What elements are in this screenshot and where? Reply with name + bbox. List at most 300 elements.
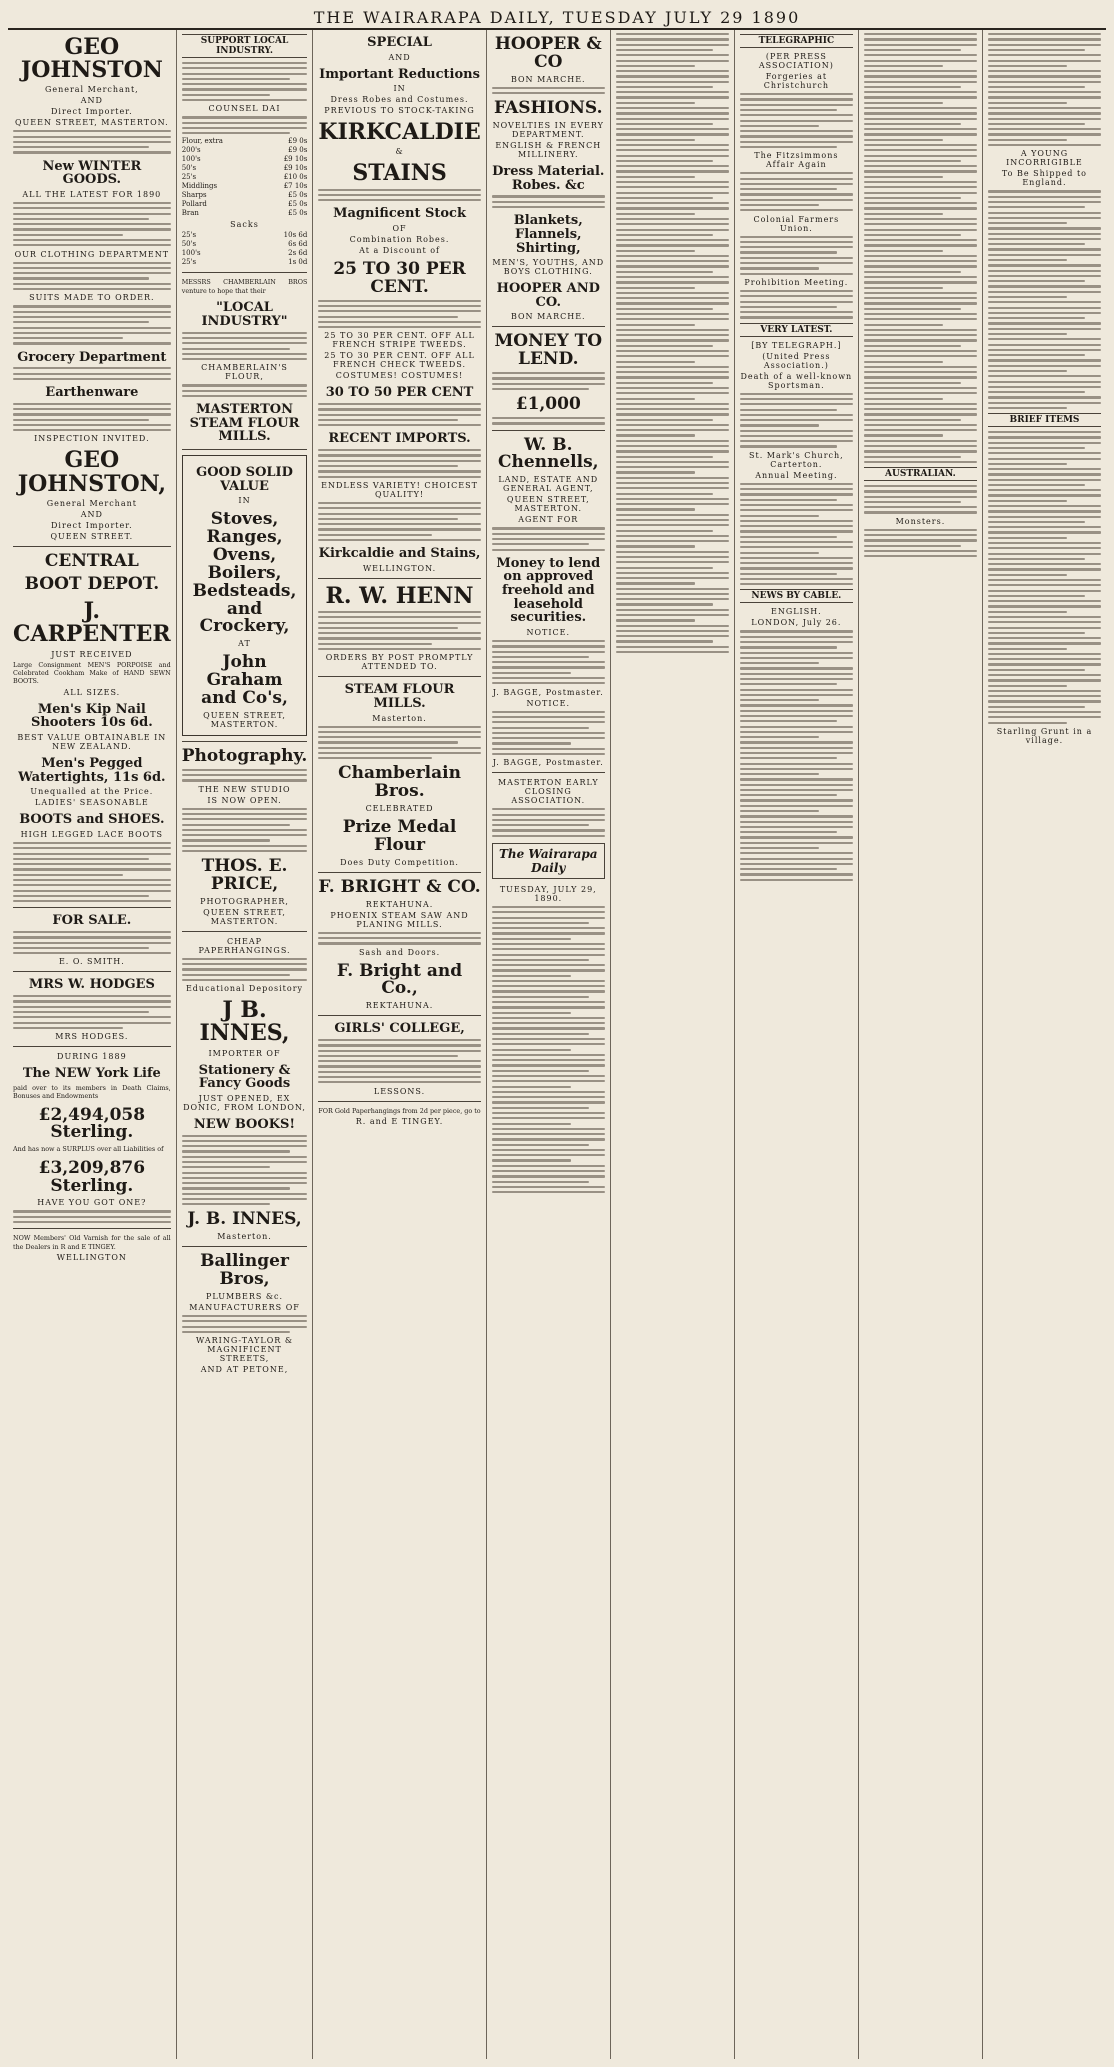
- divider: [492, 772, 605, 773]
- text-line: [740, 262, 853, 264]
- subheading: JUST RECEIVED: [51, 649, 133, 659]
- headline: HOOPER & CO: [494, 34, 602, 72]
- text-line: [864, 54, 977, 56]
- text-line: [13, 316, 171, 318]
- headline: Important Reductions: [319, 66, 480, 82]
- text-line: [616, 313, 729, 315]
- text-line: [13, 868, 171, 870]
- text-line: [616, 355, 729, 357]
- text-line: [616, 38, 729, 40]
- subheading: AND: [80, 96, 103, 106]
- text-line: [864, 102, 943, 104]
- price-value: £9 10s: [283, 164, 308, 173]
- text-line: [182, 779, 308, 781]
- text-line: [182, 1326, 308, 1328]
- subheading: 25 TO 30 PER CENT. OFF ALL FRENCH STRIPE TWEEDS.: [324, 331, 475, 350]
- headline: £2,494,058 Sterling.: [38, 1104, 146, 1143]
- text-line: [740, 726, 853, 728]
- text-line: [318, 747, 480, 749]
- text-line: [616, 387, 729, 389]
- text-line: [13, 277, 149, 279]
- headline: J B. INNES,: [199, 997, 290, 1047]
- subheading: ENGLISH & FRENCH MILLINERY.: [495, 141, 602, 160]
- text-line: [988, 344, 1101, 346]
- text-line: [864, 371, 977, 373]
- price-row: [182, 191, 308, 200]
- article-text: [740, 93, 853, 148]
- price-value: £7 10s: [283, 182, 308, 191]
- text-line: [740, 831, 837, 833]
- text-line: [13, 130, 171, 132]
- price-value: £10 0s: [283, 173, 308, 182]
- text-line: [740, 868, 837, 870]
- price-value: 2s 6d: [288, 249, 308, 258]
- text-line: [864, 260, 977, 262]
- headline: Magnificent Stock: [333, 206, 466, 222]
- subheading: HIGH LEGGED LACE BOOTS: [20, 829, 164, 839]
- text-line: [864, 234, 961, 236]
- text-line: [988, 264, 1101, 266]
- subheading: INSPECTION INVITED.: [34, 434, 150, 444]
- text-line: [864, 539, 977, 541]
- text-line: [988, 510, 1101, 512]
- text-line: [740, 104, 853, 106]
- text-line: [740, 541, 853, 543]
- text-line: [864, 329, 977, 331]
- text-line: [492, 651, 605, 653]
- price-item: Middlings: [181, 182, 218, 191]
- text-line: [988, 605, 1101, 607]
- text-line: [988, 473, 1101, 475]
- text-line: [318, 648, 480, 650]
- text-line: [182, 850, 308, 852]
- article-text: [492, 195, 605, 208]
- text-line: [13, 218, 149, 220]
- text-line: [13, 141, 171, 143]
- text-line: [864, 75, 977, 77]
- article-text: [740, 172, 853, 211]
- text-line: [318, 460, 480, 462]
- text-line: [182, 83, 308, 85]
- article-text: [13, 130, 171, 153]
- text-line: [740, 525, 853, 527]
- article-text: [318, 502, 480, 541]
- text-line: [492, 1128, 605, 1130]
- text-line: [492, 737, 605, 739]
- text-line: [740, 678, 853, 680]
- price-item: Flour, extra: [181, 137, 223, 146]
- text-line: [182, 1150, 290, 1152]
- divider: [13, 1228, 171, 1229]
- text-line: [318, 539, 480, 541]
- text-line: [988, 531, 1101, 533]
- text-line: [318, 611, 480, 613]
- price-row: [182, 164, 308, 173]
- article-text: [182, 808, 308, 852]
- text-line: [616, 651, 729, 653]
- text-line: [492, 1123, 571, 1125]
- text-line: [182, 73, 308, 75]
- text-line: [864, 181, 977, 183]
- headline: Stationery & Fancy Goods: [198, 1062, 291, 1092]
- text-line: [616, 86, 713, 88]
- text-line: [492, 748, 605, 750]
- text-line: [616, 593, 729, 595]
- text-line: [318, 502, 480, 504]
- subheading: IMPORTER OF: [208, 1048, 281, 1058]
- text-line: [864, 534, 977, 536]
- text-line: [864, 133, 977, 135]
- text-line: [740, 646, 837, 648]
- price-value: 1s 0d: [288, 258, 308, 267]
- text-line: [616, 445, 729, 447]
- headline: GEO JOHNSTON,: [17, 447, 166, 497]
- text-line: [616, 218, 729, 220]
- text-line: [616, 250, 695, 252]
- divider: [182, 449, 308, 450]
- text-line: [740, 209, 853, 211]
- text-line: [616, 361, 695, 363]
- subheading: QUEEN STREET, MASTERTON.: [203, 710, 286, 729]
- text-line: [616, 561, 729, 563]
- text-line: [864, 366, 977, 368]
- text-line: [318, 465, 458, 467]
- text-line: [616, 176, 695, 178]
- text-line: [988, 621, 1101, 623]
- subheading: AND AT PETONE,: [200, 1365, 289, 1375]
- text-line: [864, 308, 961, 310]
- text-line: [182, 1331, 290, 1333]
- subheading: THE NEW STUDIO: [198, 784, 291, 794]
- text-line: [988, 275, 1101, 277]
- text-line: [988, 447, 1085, 449]
- text-line: [182, 808, 308, 810]
- text-line: [13, 942, 171, 944]
- text-line: [616, 609, 729, 611]
- text-line: [616, 133, 729, 135]
- text-line: [182, 62, 308, 64]
- subheading: CELEBRATED: [365, 804, 434, 814]
- article-text: [616, 33, 729, 653]
- text-line: [318, 726, 480, 728]
- text-line: [864, 160, 961, 162]
- subheading: PHOTOGRAPHER,: [200, 896, 289, 906]
- text-line: [13, 847, 171, 849]
- text-line: [492, 1064, 605, 1066]
- headline: Photography.: [181, 745, 308, 766]
- text-line: [182, 1161, 308, 1163]
- text-line: [616, 434, 695, 436]
- subheading: Monsters.: [895, 516, 946, 526]
- text-line: [616, 223, 729, 225]
- text-line: [988, 118, 1101, 120]
- price-value: £9 10s: [283, 155, 308, 164]
- text-line: [988, 44, 1101, 46]
- text-line: [988, 479, 1101, 481]
- text-line: [492, 829, 605, 831]
- article-text: [182, 384, 308, 397]
- text-line: [318, 643, 432, 645]
- price-item: Sharps: [181, 191, 207, 200]
- column-8: [983, 30, 1106, 2059]
- text-line: [988, 706, 1085, 708]
- text-line: [318, 534, 432, 536]
- text-line: [740, 241, 853, 243]
- text-line: [182, 348, 290, 350]
- text-line: [492, 819, 605, 821]
- text-line: [13, 429, 171, 431]
- text-line: [492, 922, 589, 924]
- text-line: [864, 485, 977, 487]
- text-line: [864, 350, 977, 352]
- subheading: LESSONS.: [373, 1086, 426, 1096]
- text-line: [616, 466, 729, 468]
- headline: Money to lend on approved freehold and leasehold securities.: [496, 555, 601, 626]
- text-line: [740, 414, 853, 416]
- text-line: [182, 1203, 270, 1205]
- text-line: [988, 642, 1101, 644]
- text-line: [740, 836, 853, 838]
- text-line: [616, 139, 695, 141]
- text-line: [740, 125, 819, 127]
- price-item: 100's: [181, 155, 201, 164]
- text-line: [740, 810, 819, 812]
- text-line: [864, 403, 977, 405]
- text-line: [988, 526, 1101, 528]
- text-line: [616, 477, 729, 479]
- subheading: AGENT FOR: [518, 515, 579, 525]
- price-item: 25's: [181, 258, 197, 267]
- headline: 25 TO 30 PER CENT.: [333, 258, 466, 297]
- text-line: [740, 530, 853, 532]
- text-line: [13, 321, 149, 323]
- subheading: LADIES' SEASONABLE: [35, 798, 149, 808]
- text-line: [492, 1170, 605, 1172]
- section-heading: BRIEF ITEMS: [988, 413, 1101, 427]
- article-text: [182, 1135, 308, 1206]
- divider: [492, 326, 605, 327]
- headline: The NEW York Life: [22, 1066, 161, 1082]
- text-line: [492, 1112, 605, 1114]
- text-line: [492, 1080, 605, 1082]
- text-line: [182, 1315, 308, 1317]
- text-line: [616, 371, 729, 373]
- headline: John Graham and Co's,: [201, 652, 288, 708]
- text-line: [318, 1039, 480, 1041]
- text-line: [492, 1033, 589, 1035]
- text-line: [616, 229, 729, 231]
- text-line: [616, 308, 713, 310]
- body-text: paid over to its members in Death Claims, Bonuses and Endowments: [13, 1083, 171, 1101]
- article-text: [492, 372, 605, 390]
- text-line: [13, 895, 149, 897]
- text-line: [492, 92, 605, 94]
- text-line: [988, 553, 1101, 555]
- price-item: 25's: [181, 173, 197, 182]
- subheading: NOVELTIES IN EVERY DEPARTMENT.: [492, 121, 604, 140]
- text-line: [740, 630, 853, 632]
- text-line: [740, 821, 853, 823]
- subheading: NOTICE.: [526, 698, 571, 708]
- text-line: [182, 353, 308, 355]
- subheading: Educational Depository: [185, 984, 304, 994]
- text-line: [988, 75, 1101, 77]
- text-line: [182, 67, 308, 69]
- text-line: [13, 223, 171, 225]
- text-line: [318, 1076, 480, 1078]
- text-line: [988, 637, 1101, 639]
- divider: [182, 931, 308, 932]
- text-line: [182, 1182, 308, 1184]
- subheading: Sash and Doors.: [358, 947, 441, 957]
- subheading: Starling Grunt in a village.: [996, 726, 1093, 745]
- subheading: (United Press Association.): [762, 351, 831, 370]
- text-line: [616, 398, 695, 400]
- price-item: Bran: [181, 209, 199, 218]
- text-line: [740, 667, 853, 669]
- subheading: Death of a well-known Sportsman.: [740, 371, 853, 390]
- text-line: [740, 636, 853, 638]
- text-line: [318, 326, 480, 328]
- subheading: &: [395, 147, 404, 157]
- divider: [182, 1246, 308, 1247]
- text-line: [988, 375, 1101, 377]
- subheading: REKTAHUNA.: [365, 1001, 434, 1011]
- text-line: [988, 711, 1101, 713]
- text-line: [988, 489, 1101, 491]
- text-line: [616, 540, 729, 542]
- price-item: 50's: [181, 164, 197, 173]
- text-line: [318, 316, 458, 318]
- text-line: [492, 1091, 605, 1093]
- text-line: [988, 370, 1067, 372]
- text-line: [492, 1027, 605, 1029]
- text-line: [318, 622, 480, 624]
- text-line: [492, 1038, 605, 1040]
- text-line: [616, 588, 729, 590]
- text-line: [616, 503, 729, 505]
- text-line: [13, 863, 171, 865]
- text-line: [988, 248, 1101, 250]
- text-line: [988, 579, 1101, 581]
- article-text: [13, 403, 171, 432]
- text-line: [616, 392, 729, 394]
- text-line: [740, 295, 853, 297]
- headline: W. B. Chennells,: [497, 434, 599, 473]
- text-line: [988, 307, 1101, 309]
- text-line: [864, 229, 977, 231]
- text-line: [988, 690, 1101, 692]
- text-line: [988, 590, 1101, 592]
- headline: F. BRIGHT & CO.: [318, 876, 481, 897]
- article-text: [182, 116, 308, 134]
- text-line: [616, 535, 729, 537]
- text-line: [616, 556, 729, 558]
- price-row: [182, 240, 308, 249]
- price-value: £5 0s: [288, 209, 308, 218]
- text-line: [492, 964, 605, 966]
- text-line: [740, 440, 853, 442]
- text-line: [13, 1006, 171, 1008]
- text-line: [988, 123, 1085, 125]
- article-text: [492, 906, 605, 1193]
- text-line: [182, 1145, 308, 1147]
- subheading: Masterton.: [217, 1232, 272, 1242]
- text-line: [616, 493, 713, 495]
- text-line: [740, 657, 853, 659]
- text-line: [616, 271, 713, 273]
- text-line: [864, 287, 943, 289]
- text-line: [13, 228, 171, 230]
- text-line: [988, 584, 1101, 586]
- text-line: [740, 509, 853, 511]
- text-line: [988, 407, 1067, 409]
- text-line: [864, 450, 977, 452]
- divider: [318, 872, 480, 873]
- text-line: [864, 271, 961, 273]
- text-line: [740, 267, 819, 269]
- text-line: [740, 114, 853, 116]
- text-line: [988, 505, 1101, 507]
- text-line: [740, 747, 853, 749]
- text-line: [864, 149, 977, 151]
- text-line: [616, 276, 729, 278]
- text-line: [182, 127, 308, 129]
- text-line: [182, 342, 308, 344]
- text-line: [492, 383, 605, 385]
- price-list: [182, 137, 308, 218]
- text-line: [616, 234, 713, 236]
- text-line: [492, 195, 605, 197]
- text-line: [616, 403, 729, 405]
- headline: MONEY TO LEND.: [494, 331, 603, 370]
- text-line: [864, 440, 977, 442]
- text-line: [988, 206, 1085, 208]
- text-line: [740, 694, 853, 696]
- text-line: [988, 354, 1085, 356]
- text-line: [988, 338, 1101, 340]
- subheading: [BY TELEGRAPH.]: [751, 340, 842, 350]
- text-line: [864, 550, 977, 552]
- column-7: [859, 30, 983, 2059]
- price-value: 6s 6d: [288, 240, 308, 249]
- text-line: [318, 736, 480, 738]
- text-line: [616, 144, 729, 146]
- text-line: [616, 456, 713, 458]
- text-line: [740, 784, 853, 786]
- text-line: [616, 128, 729, 130]
- text-line: [492, 911, 605, 913]
- text-line: [182, 1140, 308, 1142]
- headline: Chamberlain Bros.: [338, 763, 461, 802]
- body-text: FOR Gold Paperhangings from 2d per piece, go to: [318, 1106, 481, 1115]
- text-line: [740, 290, 853, 292]
- text-line: [988, 452, 1101, 454]
- headline: NEW BOOKS!: [193, 1116, 296, 1132]
- text-line: [616, 424, 729, 426]
- text-line: [988, 663, 1101, 665]
- text-line: [13, 413, 171, 415]
- text-line: [13, 311, 171, 313]
- section-heading: NEWS BY CABLE.: [740, 589, 853, 603]
- article-text: [13, 305, 171, 344]
- subheading: Does Duty Competition.: [340, 857, 459, 867]
- price-value: 10s 6d: [283, 231, 308, 240]
- article-text: [318, 403, 480, 426]
- section-heading: VERY LATEST.: [740, 323, 853, 337]
- text-line: [318, 1044, 480, 1046]
- text-line: [13, 419, 149, 421]
